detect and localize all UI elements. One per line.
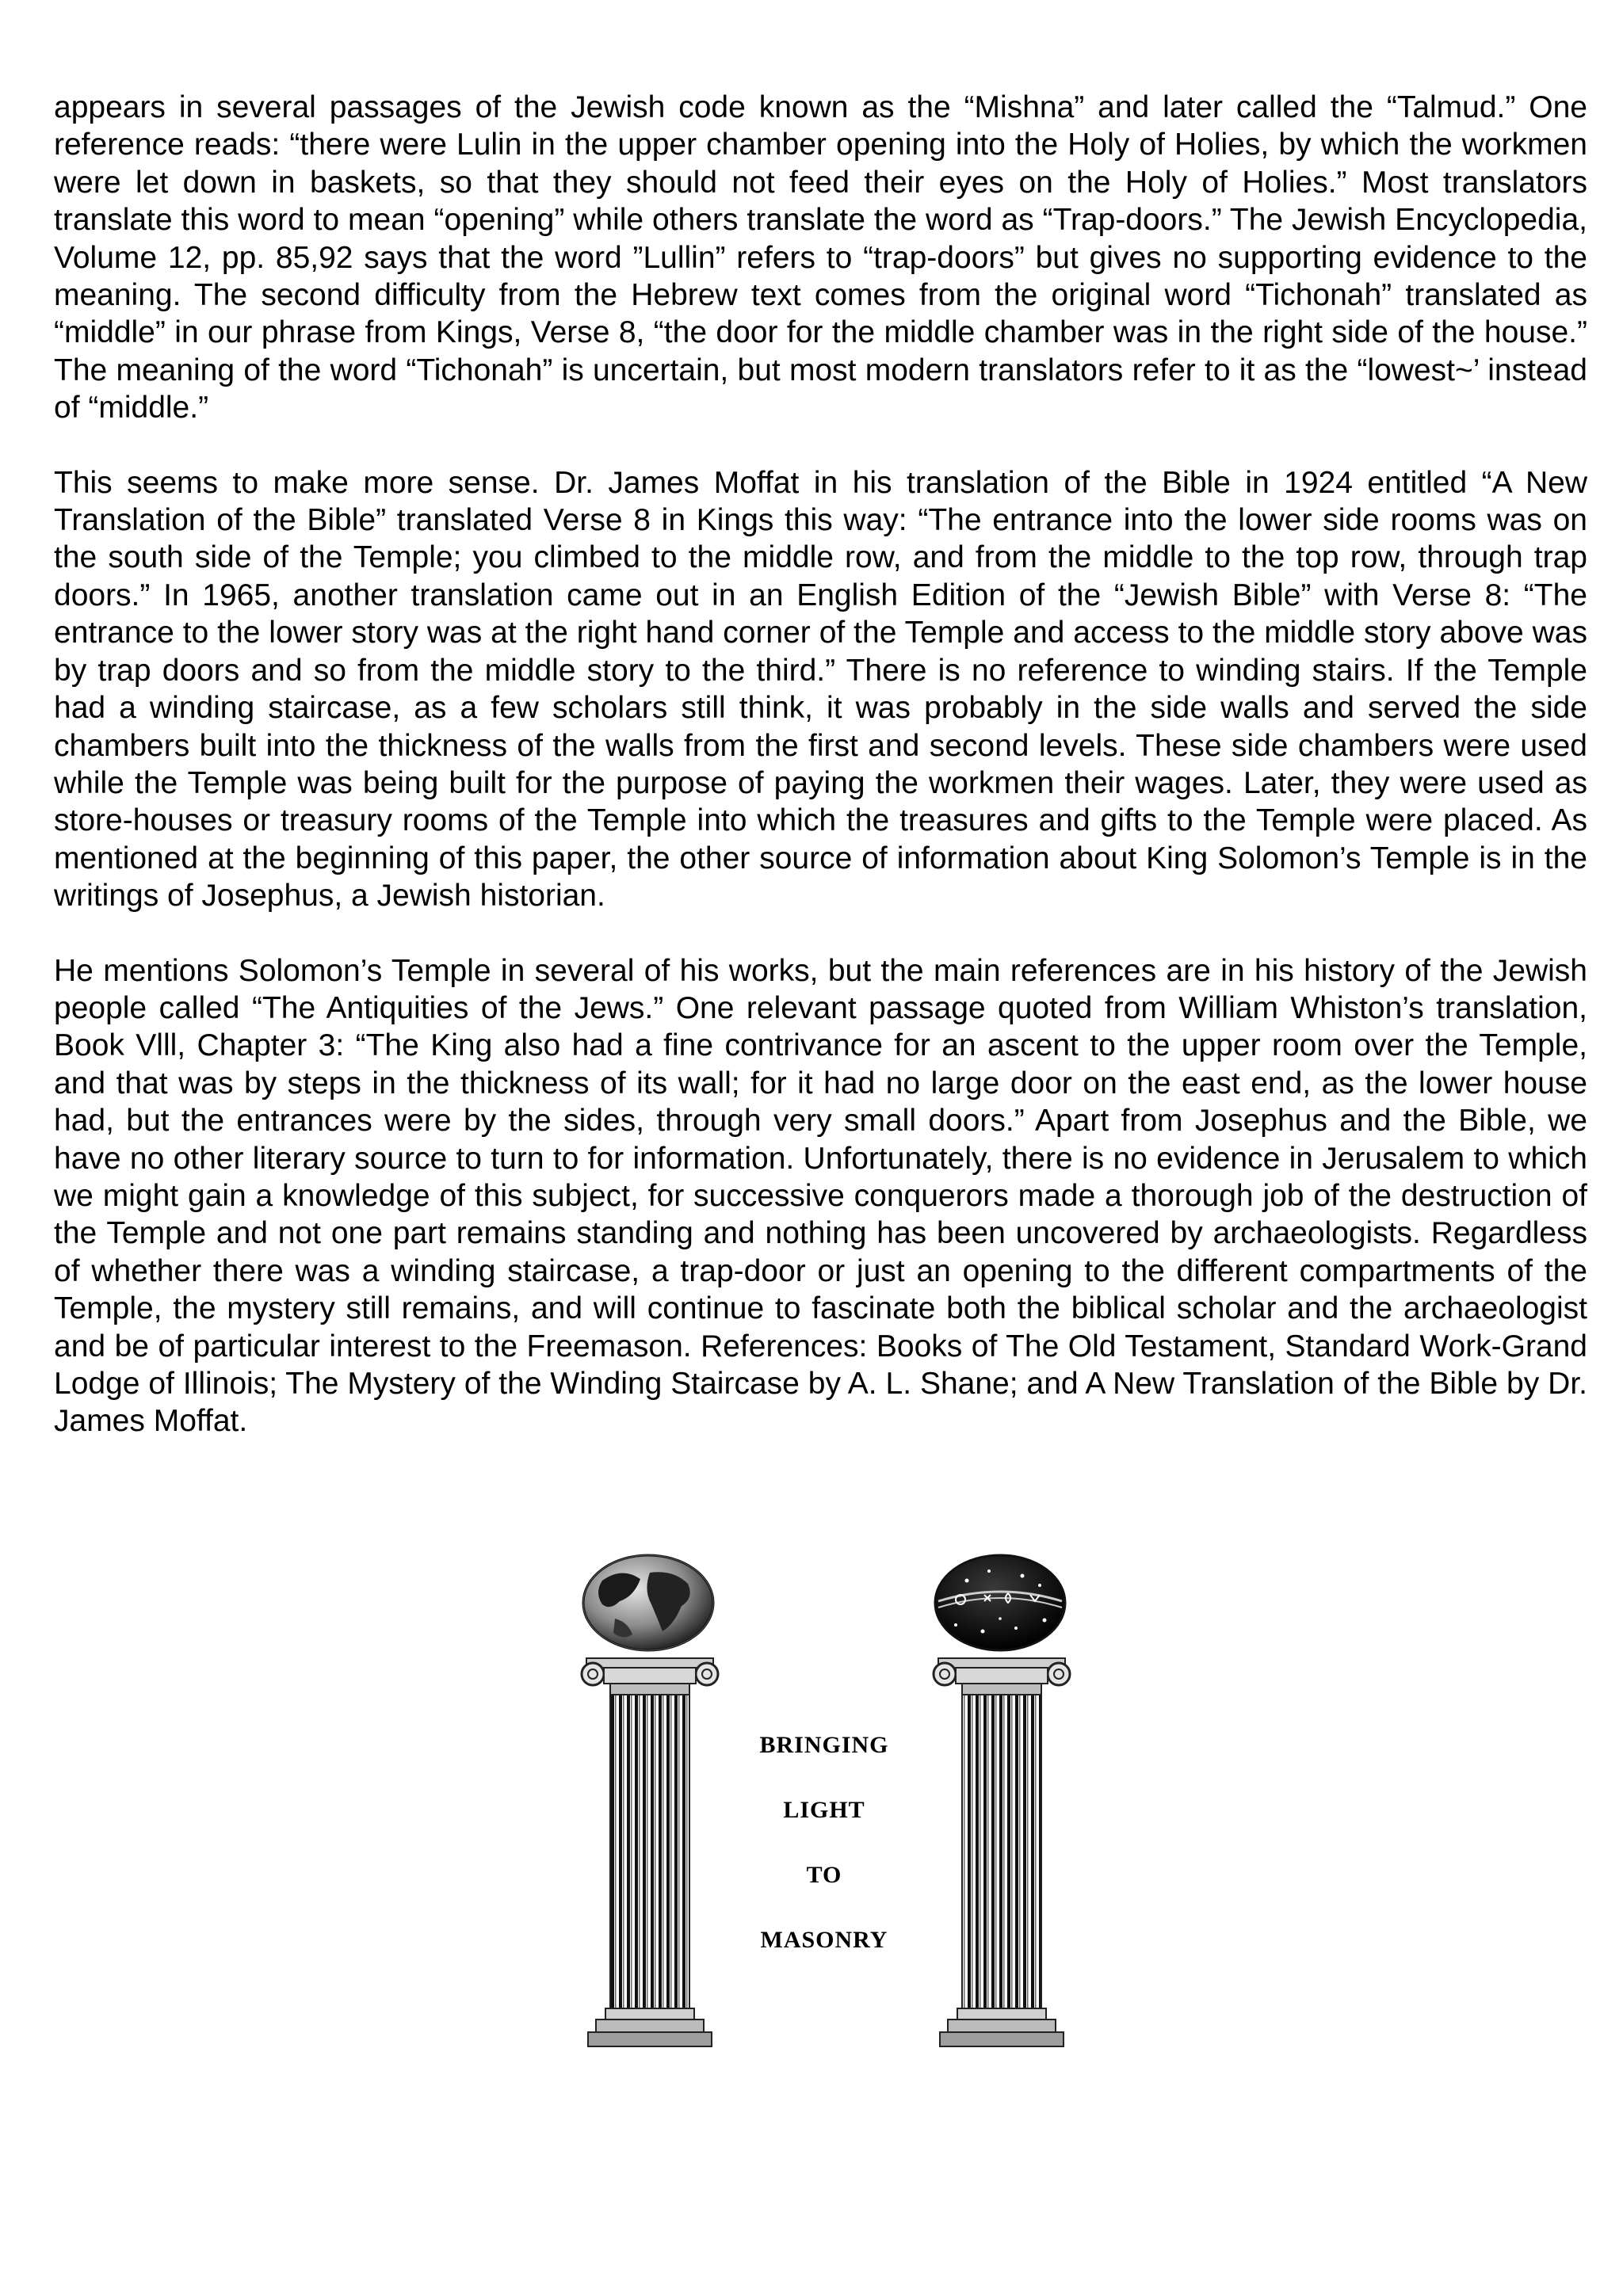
masonic-emblem [555, 1549, 1094, 2056]
emblem-line-3: TO [806, 1862, 842, 1888]
emblem-motto [705, 1730, 943, 1989]
paragraph-3: He mentions Solomon’s Temple in several of his works, but the main references are in his history of the Jewish people called “The Antiquities of the Jews.” One relevant passage quoted from William Whiston’s translation, Book Vlll, Chapter 3: “The King also had a fine contrivance for an ascent to the upper room over the Temple, and that was by steps in the thickness of its wall; for it had no large door on the east end, as the lower house had, but the entrances were by the sides, through very small doors.” Apart from Josephus and the Bible, we have no other literary source to turn to for information. Unfortunately, there is no evidence in Jerusalem to which we might gain a knowledge of this subject, for successive conquerors made a thorough job of the destruction of the Temple and not one part remains standing and nothing has been uncovered by archaeologists. Regardless of whether there was a winding staircase, a trap-door or just an opening to the different compartments of the Temple, the mystery still remains, and will continue to fascinate both the biblical scholar and the archaeologist and be of particular interest to the Freemason. References: Books of The Old Testament, Standard Work-Grand Lodge of Illinois; The Mystery of the Winding Staircase by A. L. Shane; and A New Translation of the Bible by Dr. James Moffat. [54, 953, 1587, 1439]
emblem-line-4: MASONRY [760, 1927, 888, 1953]
celestial-globe-icon [935, 1555, 1065, 1650]
left-pillar [582, 1555, 718, 2046]
terrestrial-globe-icon [583, 1555, 713, 1650]
ionic-pillar-icon [934, 1658, 1070, 2046]
paragraph-1: appears in several passages of the Jewish code known as the “Mishna” and later called the “Talmud.” One reference reads: “there were Lulin in the upper chamber opening into the Holy of Holies, by which the workmen were let down in baskets, so that they should not feed their eyes on the Holy of Holies.” Most translators translate this word to mean “opening” while others translate the word as “Trap-doors.” The Jewish Encyclopedia, Volume 12, pp. 85,92 says that the word ”Lullin” refers to “trap-doors” but gives no supporting evidence to the meaning. The second difficulty from the Hebrew text comes from the original word “Tichonah” translated as “middle” in our phrase from Kings, Verse 8, “the door for the middle chamber was in the right side of the house.” The meaning of the word “Tichonah” is uncertain, but most modern translators refer to it as the “lowest~’ instead of “middle.” [54, 90, 1587, 425]
ionic-pillar-icon [582, 1658, 718, 2046]
right-pillar [934, 1555, 1070, 2046]
paragraph-2: This seems to make more sense. Dr. James Moffat in his translation of the Bible in 1924 entitled “A New Translation of the Bible” translated Verse 8 in Kings this way: “The entrance into the lower side rooms was on the south side of the Temple; you climbed to the middle row, and from the middle to the top row, through trap doors.” In 1965, another translation came out in an English Edition of the “Jewish Bible” with Verse 8: “The entrance to the lower story was at the right hand corner of the Temple and access to the middle story above was by trap doors and so from the middle story to the third.” There is no reference to winding stairs. If the Temple had a winding staircase, as a few scholars still think, it was probably in the side walls and served the side chambers built into the thickness of the walls from the first and second levels. These side chambers were used while the Temple was being built for the purpose of paying the workmen their wages. Later, they were used as store-houses or treasury rooms of the Temple into which the treasures and gifts to the Temple were placed. As mentioned at the beginning of this paper, the other source of information about King Solomon’s Temple is in the writings of Josephus, a Jewish historian. [54, 465, 1587, 913]
emblem-line-2: LIGHT [783, 1797, 865, 1823]
emblem-line-1: BRINGING [759, 1732, 889, 1758]
body-text [54, 89, 1587, 1478]
